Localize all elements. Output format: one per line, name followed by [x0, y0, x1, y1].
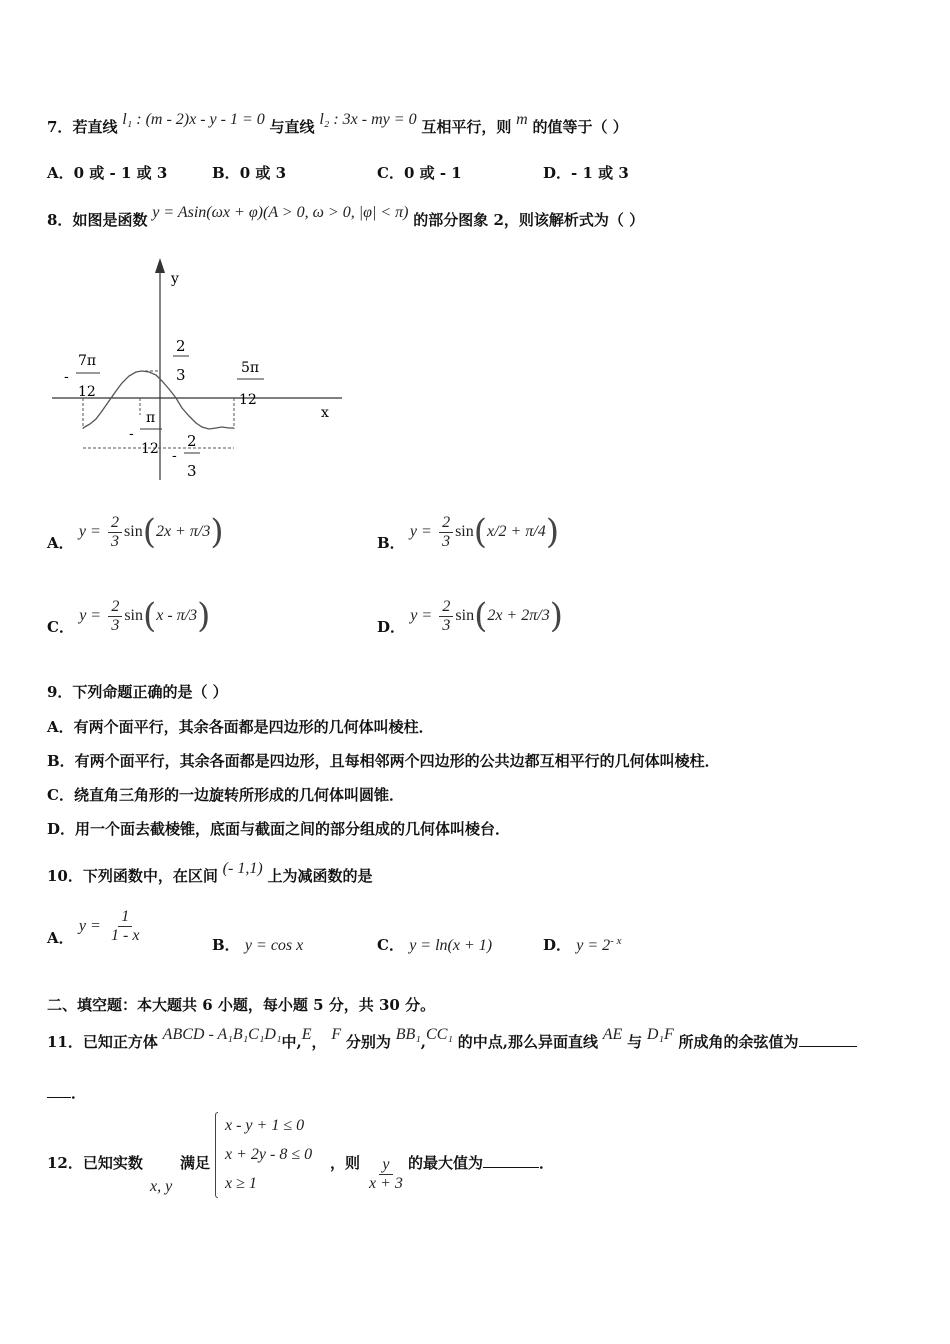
q11-text-1: 已知正方体	[82, 1033, 158, 1051]
q11-text-3: ，	[311, 1033, 327, 1051]
q8-option-c-fn: sin	[124, 607, 143, 624]
q10-option-b[interactable]	[212, 934, 303, 955]
q8-option-a-fn: sin	[124, 523, 143, 540]
q11-number: 11．	[47, 1033, 83, 1051]
q11-blank-2[interactable]	[47, 1085, 71, 1098]
q7-option-b[interactable]	[212, 162, 286, 183]
minpt-num: π	[146, 410, 156, 426]
q7-option-a[interactable]	[47, 162, 167, 183]
q8-number: 8．	[47, 211, 73, 229]
tick-left-den: 12	[78, 384, 96, 400]
q10-option-d-label: D．	[543, 936, 572, 954]
q10-option-a-label: A．	[47, 928, 74, 947]
q7-option-d-text: - 1 或 3	[571, 164, 629, 182]
q10-text-2: 上为减函数的是	[267, 867, 373, 885]
q11-line-d1f: D₁F	[646, 1026, 674, 1043]
q7-var-m: m	[516, 111, 528, 128]
q11-point-e: E	[301, 1026, 312, 1043]
q8-text-2: 的部分图象 2，则该解析式为（ ）	[413, 211, 645, 229]
q11-comma: ,	[420, 1033, 427, 1051]
q12-tail: ．	[539, 1154, 555, 1172]
q8-option-c-label: C．	[47, 618, 74, 636]
q8-option-d-coef: $\frac{2}{3}$	[439, 598, 453, 635]
q7-option-c[interactable]	[377, 162, 462, 183]
q7-option-a-label: A．	[47, 164, 74, 182]
q7-text-2: 与直线	[269, 118, 315, 136]
q11-text-6: 与	[627, 1033, 643, 1051]
q10-option-d-sup: - x	[610, 935, 622, 947]
q12-text-4: 的最大值为	[408, 1154, 484, 1172]
q8-option-c-coef: $\frac{2}{3}$	[108, 598, 122, 635]
q11-text-5: 的中点,那么异面直线	[457, 1033, 598, 1051]
max-den: 3	[176, 366, 186, 384]
q12-text-3: ，则	[330, 1154, 361, 1172]
q8-formula: y = Asin(ωx + φ)(A > 0, ω > 0, |φ| < π)	[152, 204, 409, 221]
q11-line-ae: AE	[602, 1026, 623, 1043]
max-num: 2	[176, 337, 186, 355]
q9-stem: 9．下列命题正确的是（ ）	[47, 683, 228, 701]
min-den: 3	[187, 462, 197, 480]
q8-option-b[interactable]: B． y = $\frac{2}{3}$ sin(x/2 + π/4)	[377, 512, 560, 552]
q7-number: 7．	[47, 118, 73, 136]
tick-left-num: 7π	[78, 353, 97, 369]
q11-text-4: 分别为	[345, 1033, 391, 1051]
q8-option-b-label: B．	[377, 534, 405, 552]
min-num: 2	[187, 432, 197, 450]
q12-blank[interactable]	[483, 1155, 539, 1168]
q12-fraction-num: y	[379, 1156, 392, 1175]
q7-option-c-text: 0 或 - 1	[403, 164, 462, 182]
q8-option-d-prefix: y =	[410, 607, 433, 624]
q7-option-d-label: D．	[543, 164, 572, 182]
tick-right-den: 12	[239, 392, 257, 408]
y-axis-label: y	[171, 271, 179, 287]
q10-option-c[interactable]	[377, 934, 492, 955]
q11-continuation	[47, 1082, 86, 1103]
q12-ineq-1: x - y + 1 ≤ 0	[225, 1117, 305, 1134]
q11-seg-bb1: BB₁	[395, 1026, 421, 1043]
q8-option-b-prefix: y =	[409, 523, 432, 540]
q10-option-a-prefix: y =	[78, 917, 101, 935]
q8-option-d[interactable]: D． y = $\frac{2}{3}$ sin(2x + 2π/3)	[377, 596, 563, 636]
q10-number: 10．	[47, 867, 83, 885]
q10-text-1: 下列函数中，在区间	[82, 867, 218, 885]
q7-option-d[interactable]	[543, 162, 629, 183]
q8-option-b-coef: $\frac{2}{3}$	[439, 514, 453, 551]
q12-number: 12．	[47, 1154, 83, 1172]
q7-option-b-text: 0 或 3	[239, 164, 287, 182]
q11-tail: ．	[71, 1084, 87, 1102]
q7-line-l1: l₁ : (m - 2)x - y - 1 = 0	[122, 111, 265, 128]
q8-text-1: 如图是函数	[72, 211, 148, 229]
q8-option-b-inner: x/2 + π/4	[487, 523, 546, 540]
y-axis-arrow	[155, 258, 165, 273]
q11-cube: ABCD - A₁B₁C₁D₁	[162, 1026, 282, 1043]
tick-right-num: 5π	[241, 360, 260, 376]
q8-option-d-label: D．	[377, 618, 406, 636]
q8-option-a-label: A．	[47, 534, 74, 552]
q8-option-c-inner: x - π/3	[156, 607, 198, 624]
q11-stem	[47, 1026, 857, 1052]
q10-option-a-frac: $\frac{1}{1 - x}$	[111, 908, 140, 944]
q9-option-d[interactable]: D．用一个面去截棱锥，底面与截面之间的部分组成的几何体叫棱台．	[47, 820, 511, 838]
q7-text-3: 互相平行，则	[421, 118, 512, 136]
minpt-minus: -	[129, 426, 134, 442]
q8-option-c[interactable]: C． y = $\frac{2}{3}$ sin(x - π/3)	[47, 596, 211, 636]
q10-option-c-label: C．	[377, 936, 404, 954]
q7-text-4: 的值等于（ ）	[532, 118, 628, 136]
q12-ineq-2: x + 2y - 8 ≤ 0	[225, 1146, 313, 1163]
min-minus: -	[172, 448, 177, 464]
q7-stem	[47, 111, 628, 137]
q8-option-c-prefix: y =	[79, 607, 102, 624]
q7-option-b-label: B．	[212, 164, 240, 182]
q10-option-b-label: B．	[212, 936, 240, 954]
q11-point-f: F	[331, 1026, 342, 1043]
q12-stem	[47, 1152, 143, 1173]
x-axis-label: x	[321, 405, 329, 421]
q8-graph	[50, 255, 350, 485]
q7-option-a-text: 0 或 - 1 或 3	[73, 164, 168, 182]
q8-option-a-coef: $\frac{2}{3}$	[108, 514, 122, 551]
q8-option-d-inner: 2x + 2π/3	[487, 607, 550, 624]
q10-option-a[interactable]	[47, 908, 144, 945]
section-2-title: 二、填空题：本大题共 6 小题，每小题 5 分，共 30 分。	[47, 996, 436, 1014]
q8-option-d-fn: sin	[455, 607, 475, 624]
q12-answer-line	[408, 1152, 554, 1173]
q10-option-c-text: y = ln(x + 1)	[409, 937, 493, 954]
q10-interval: (- 1,1)	[222, 860, 263, 877]
q10-option-b-text: y = cos x	[244, 937, 304, 954]
q7-option-c-label: C．	[377, 164, 404, 182]
q9-option-a[interactable]: A．有两个面平行，其余各面都是四边形的几何体叫棱柱．	[47, 718, 434, 736]
q11-blank-1[interactable]	[799, 1034, 857, 1047]
q12-text-2: 满足	[180, 1154, 211, 1172]
q9-option-b[interactable]: B．有两个面平行，其余各面都是四边形，且每相邻两个四边形的公共边都互相平行的几何体叫棱柱．	[47, 752, 720, 770]
q12-fraction-den: x + 3	[369, 1175, 403, 1192]
q11-seg-cc1: CC₁	[426, 1026, 453, 1043]
q12-vars: x, y	[150, 1178, 173, 1195]
q12-fraction	[366, 1156, 406, 1193]
q7-text-1: 若直线	[72, 118, 118, 136]
q8-option-a-prefix: y =	[78, 523, 101, 540]
q7-line-l2: l₂ : 3x - my = 0	[319, 111, 417, 128]
q12-text-1: 已知实数	[82, 1154, 143, 1172]
q8-option-b-fn: sin	[455, 523, 474, 540]
q11-text-7: 所成角的余弦值为	[678, 1033, 799, 1051]
q9-option-c[interactable]: C．绕直角三角形的一边旋转所形成的几何体叫圆锥．	[47, 786, 404, 804]
q8-option-a-inner: 2x + π/3	[155, 523, 211, 540]
q8-option-a[interactable]: A． y = $\frac{2}{3}$ sin(2x + π/3)	[47, 512, 224, 552]
q12-brace	[215, 1112, 218, 1198]
tick-left-minus: -	[64, 369, 69, 385]
q10-stem	[47, 860, 373, 886]
minpt-den: 12	[141, 441, 159, 457]
q11-text-2: 中,	[281, 1033, 302, 1051]
q10-option-d[interactable]	[543, 934, 621, 955]
q10-option-d-text: y = 2	[576, 937, 611, 954]
sine-curve	[83, 371, 234, 429]
q8-stem	[47, 204, 645, 230]
q12-ineq-3: x ≥ 1	[225, 1175, 257, 1192]
